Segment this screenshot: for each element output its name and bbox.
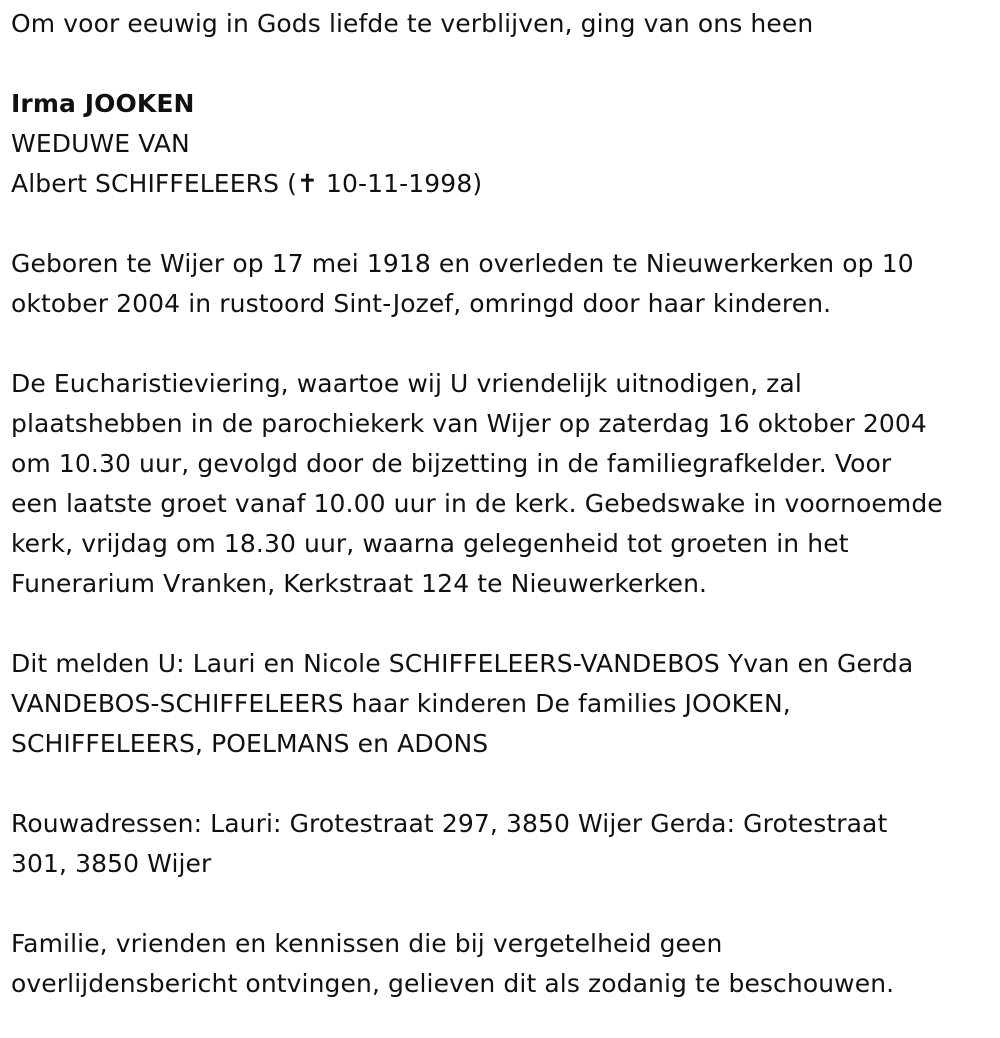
spacer — [11, 204, 988, 244]
ceremony-line: Funerarium Vranken, Kerkstraat 124 te Nieuwerkerken. — [11, 569, 708, 598]
ceremony-line: om 10.30 uur, gevolgd door de bijzetting in de familiegrafkelder. Voor — [11, 449, 892, 478]
birth-death-line: oktober 2004 in rustoord Sint-Jozef, omringd door haar kinderen. — [11, 289, 832, 318]
birth-death-paragraph — [11, 244, 988, 324]
spacer — [11, 604, 988, 644]
addresses-line: Rouwadressen: Lauri: Grotestraat 297, 3850 Wijer Gerda: Grotestraat — [11, 809, 888, 838]
spacer — [11, 884, 988, 924]
birth-death-line: Geboren te Wijer op 17 mei 1918 en overleden te Nieuwerkerken op 10 — [11, 249, 914, 278]
announcers-paragraph — [11, 644, 988, 764]
deceased-name: Irma JOOKEN — [11, 89, 195, 118]
ceremony-paragraph — [11, 364, 988, 604]
ceremony-line: De Eucharistieviering, waartoe wij U vriendelijk uitnodigen, zal — [11, 369, 802, 398]
ceremony-line: kerk, vrijdag om 18.30 uur, waarna gelegenheid tot groeten in het — [11, 529, 849, 558]
announcers-line: SCHIFFELEERS, POELMANS en ADONS — [11, 729, 489, 758]
addresses-line: 301, 3850 Wijer — [11, 849, 212, 878]
closing-line: overlijdensbericht ontvingen, gelieven dit als zodanig te beschouwen. — [11, 969, 895, 998]
spacer — [11, 764, 988, 804]
ceremony-line: plaatshebben in de parochiekerk van Wijer op zaterdag 16 oktober 2004 — [11, 409, 927, 438]
intro-text: Om voor eeuwig in Gods liefde te verblijven, ging van ons heen — [11, 9, 814, 38]
widow-status: WEDUWE VAN — [11, 129, 190, 158]
spacer — [11, 44, 988, 84]
announcers-line: VANDEBOS-SCHIFFELEERS haar kinderen De families JOOKEN, — [11, 689, 791, 718]
addresses-paragraph — [11, 804, 988, 884]
spouse-name: Albert SCHIFFELEERS (✝ 10-11-1998) — [11, 169, 483, 198]
closing-line: Familie, vrienden en kennissen die bij vergetelheid geen — [11, 929, 723, 958]
ceremony-line: een laatste groet vanaf 10.00 uur in de kerk. Gebedswake in voornoemde — [11, 489, 943, 518]
closing-paragraph — [11, 924, 988, 1004]
announcers-line: Dit melden U: Lauri en Nicole SCHIFFELEERS-VANDEBOS Yvan en Gerda — [11, 649, 914, 678]
spacer — [11, 324, 988, 364]
